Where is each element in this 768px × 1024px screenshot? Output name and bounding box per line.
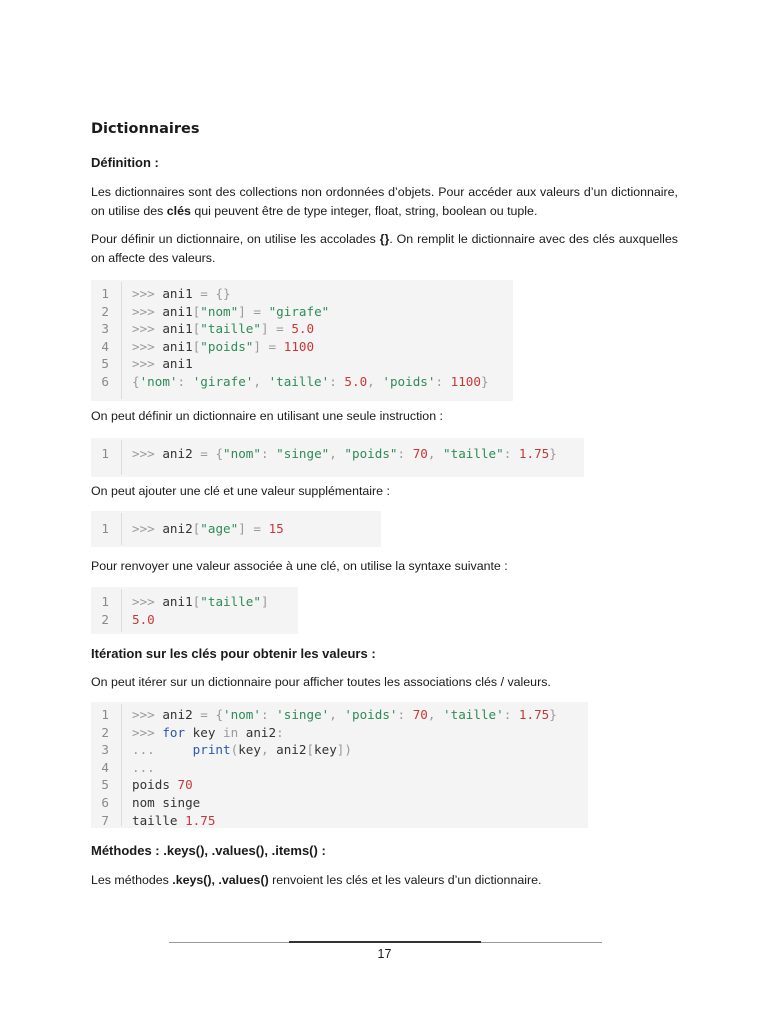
- code-line: 7 taille 1.75: [101, 812, 216, 828]
- code-block-ani2: [91, 438, 584, 477]
- code-line: 6 {'nom': 'girafe', 'taille': 5.0, 'poids': 1100}: [101, 373, 489, 389]
- code-block-taille: [91, 587, 298, 634]
- iteration-heading: Itération sur les clés pour obtenir les valeurs :: [91, 646, 376, 661]
- code-line: 1 >>> ani1 = {}: [101, 286, 231, 301]
- code-line: 1 >>> ani2 = {'nom': 'singe', 'poids': 70, 'taille': 1.75}: [101, 707, 557, 722]
- code-line: 2 5.0: [101, 611, 155, 627]
- page-number: 17: [377, 947, 392, 961]
- paragraph-return-value: Pour renvoyer une valeur associée à une clé, on utilise la syntaxe suivante :: [91, 559, 508, 573]
- footer-rule-accent: [289, 941, 481, 943]
- code-line: 5 >>> ani1: [101, 356, 193, 372]
- paragraph-accolades: Pour définir un dictionnaire, on utilise les accolades {}. On remplit le dictionnaire avec des clés auxquelles on affecte des valeurs.: [91, 232, 678, 265]
- code-line: 2 >>> ani1["nom"] = "girafe": [101, 303, 330, 319]
- paragraph-methods: Les méthodes .keys(), .values() renvoient les clés et les valeurs d’un dictionnaire.: [91, 873, 542, 887]
- code-block-loop: [91, 702, 588, 828]
- code-line: 6 nom singe: [101, 794, 201, 810]
- code-block-age: [91, 511, 381, 547]
- paragraph-single-instruction: On peut définir un dictionnaire en utilisant une seule instruction :: [91, 409, 443, 423]
- paragraph-definition: Les dictionnaires sont des collections non ordonnées d’objets. Pour accéder aux valeurs d’un dictionnaire, on utilise des clés qui peuvent être de type integer, float, string, boolean ou tuple.: [91, 185, 678, 218]
- definition-heading: Définition :: [91, 155, 159, 170]
- code-line: 1 >>> ani2 = {"nom": "singe", "poids": 70, "taille": 1.75}: [101, 446, 557, 461]
- paragraph-iterate: On peut itérer sur un dictionnaire pour afficher toutes les associations clés / valeurs.: [91, 675, 551, 689]
- code-line: 4 >>> ani1["poids"] = 1100: [101, 338, 315, 354]
- document-page: [91, 0, 678, 1024]
- code-line: 4 ...: [101, 759, 155, 775]
- code-line: 3 ... print(key, ani2[key]): [101, 742, 352, 758]
- methods-heading: Méthodes : .keys(), .values(), .items() :: [91, 843, 326, 858]
- code-line: 5 poids 70: [101, 777, 193, 793]
- code-line: 2 >>> for key in ani2:: [101, 724, 284, 740]
- section-title: Dictionnaires: [91, 121, 200, 137]
- code-line: 1 >>> ani2["age"] = 15: [101, 521, 284, 536]
- paragraph-add-key: On peut ajouter une clé et une valeur supplémentaire :: [91, 484, 390, 498]
- code-line: 1 >>> ani1["taille"]: [101, 594, 269, 609]
- code-line: 3 >>> ani1["taille"] = 5.0: [101, 321, 315, 337]
- code-block-ani1: [91, 280, 513, 401]
